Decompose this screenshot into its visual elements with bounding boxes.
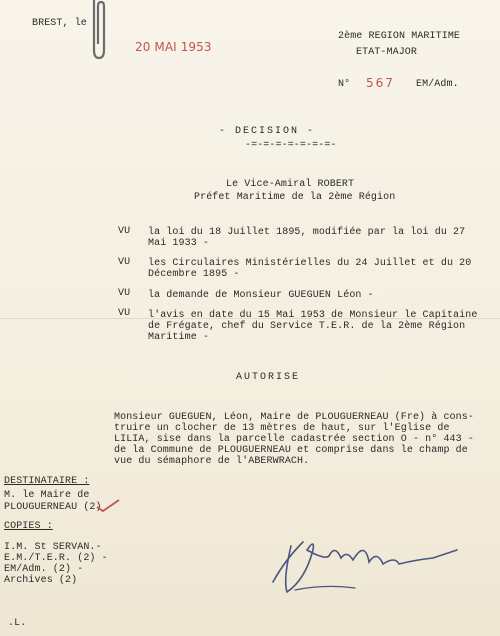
authority-line-1: Le Vice-Amiral ROBERT [226, 179, 355, 190]
vu-line: l'avis en date du 15 Mai 1953 de Monsieur le Capitaine [148, 310, 478, 321]
autorise-title: AUTORISE [236, 372, 301, 383]
checkmark-icon [95, 498, 121, 514]
vu-line: la demande de Monsieur GUEGUEN Léon - [148, 290, 374, 301]
copies-line: E.M./T.E.R. (2) - [4, 553, 108, 564]
copies-line: EM/Adm. (2) - [4, 564, 84, 575]
footer-mark: .L. [8, 618, 27, 629]
header-region: 2ème REGION MARITIME [338, 31, 461, 42]
destinataire-line-1: M. le Maire de [4, 490, 90, 501]
copies-title: COPIES : [4, 521, 53, 532]
vu-label: VU [118, 308, 131, 319]
copies-line: Archives (2) [4, 575, 78, 586]
vu-label: VU [118, 257, 131, 268]
number-suffix: EM/Adm. [416, 79, 459, 90]
autorise-line: de la Commune de PLOUGUERNEAU et comprise dans le champ de [114, 445, 468, 456]
vu-line: Maritime - [148, 332, 210, 343]
date-stamp: 20 MAI 1953 [135, 40, 212, 54]
autorise-line: Monsieur GUEGUEN, Léon, Maire de PLOUGUERNEAU (Fre) à cons- [114, 412, 474, 423]
paperclip-icon [90, 0, 108, 62]
vu-line: Mai 1933 - [148, 238, 210, 249]
vu-label: VU [118, 226, 131, 237]
autorise-line: truire un clocher de 13 mètres de haut, sur l'Eglise de [114, 423, 450, 434]
signature [265, 520, 465, 610]
vu-line: de Frégate, chef du Service T.E.R. de la 2ème Région [148, 321, 466, 332]
vu-line: les Circulaires Ministérielles du 24 Juillet et du 20 [148, 258, 472, 269]
decision-title: - DECISION - [219, 126, 316, 137]
vu-line: la loi du 18 Juillet 1895, modifiée par la loi du 27 [148, 227, 466, 238]
header-etat-major: ETAT-MAJOR [356, 47, 418, 58]
decision-underline: -=-=-=-=-=-=-=- [245, 140, 337, 151]
autorise-line: vue du sémaphore de l'ABERWRACH. [114, 456, 310, 467]
vu-label: VU [118, 288, 131, 299]
authority-line-2: Préfet Maritime de la 2ème Région [194, 192, 396, 203]
destinataire-title: DESTINATAIRE : [4, 476, 90, 487]
number-stamp: 567 [366, 76, 395, 90]
header-city: BREST, le [32, 18, 87, 29]
copies-line: I.M. St SERVAN.- [4, 542, 102, 553]
autorise-line: LILIA, sise dans la parcelle cadastrée section O - n° 443 - [114, 434, 474, 445]
vu-line: Décembre 1895 - [148, 269, 240, 280]
destinataire-line-2: PLOUGUERNEAU (2) [4, 502, 102, 513]
number-prefix: N° [338, 79, 351, 90]
